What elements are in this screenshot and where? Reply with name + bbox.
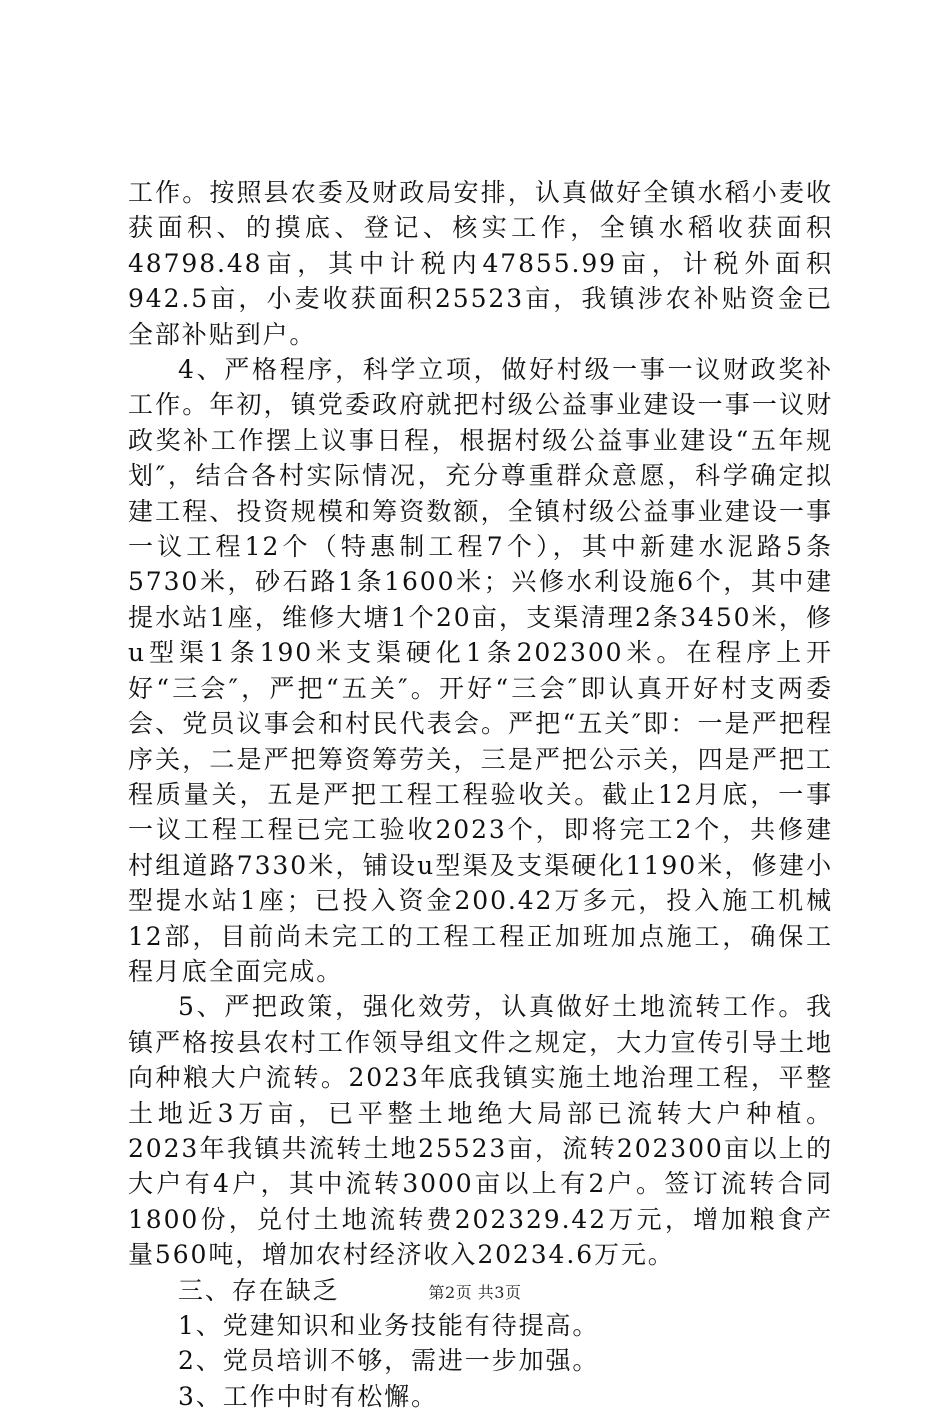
body-text bbox=[128, 175, 833, 1414]
paragraph-continuation: 工作。按照县农委及财政局安排，认真做好全镇水稻小麦收获面积、的摸底、登记、核实工作，全镇水稻收获面积48798.48亩，其中计税内47855.99亩，计税外面积942.5亩，小麦收获面积25523亩，我镇涉农补贴资金已全部补贴到户。 bbox=[128, 178, 833, 349]
paragraph-item-4: 4、严格程序，科学立项，做好村级一事一议财政奖补工作。年初，镇党委政府就把村级公益事业建设一事一议财政奖补工作摆上议事日程，根据村级公益事业建设“五年规划″，结合各村实际情况，充分尊重群众意愿，科学确定拟建工程、投资规模和筹资数额，全镇村级公益事业建设一事一议工程12个（特惠制工程7个），其中新建水泥路5条5730米，砂石路1条1600米；兴修水利设施6个，其中建提水站1座，维修大塘1个20亩，支渠清理2条3450米，修u型渠1条190米支渠硬化1条202300米。在程序上开好“三会″，严把“五关″。开好“三会″即认真开好村支两委会、党员议事会和村民代表会。严把“五关″即：一是严把程序关，二是严把筹资筹劳关，三是严把公示关，四是严把工程质量关，五是严把工程工程验收关。截止12月底，一事一议工程工程已完工验收2023个，即将完工2个，共修建村组道路7330米，铺设u型渠及支渠硬化1190米，修建小型提水站1座；已投入资金200.42万多元，投入施工机械12部，目前尚未完工的工程工程正加班加点施工，确保工程月底全面完成。 bbox=[128, 355, 833, 986]
paragraph-item-5: 5、严把政策，强化效劳，认真做好土地流转工作。我镇严格按县农村工作领导组文件之规定，大力宣传引导土地向种粮大户流转。2023年底我镇实施土地治理工程，平整土地近3万亩，已平整土地绝大局部已流转大户种植。2023年我镇共流转土地25523亩，流转202300亩以上的大户有4户，其中流转3000亩以上有2户。签订流转合同1800份，兑付土地流转费202329.42万元，增加粮食产量560吨，增加农村经济收入20234.6万元。 bbox=[128, 992, 833, 1270]
section-heading-shortcomings: 三、存在缺乏 bbox=[178, 1275, 340, 1305]
list-item-3: 3、工作中时有松懈。 bbox=[178, 1381, 438, 1411]
list-item-2: 2、党员培训不够，需进一步加强。 bbox=[178, 1346, 600, 1376]
page-number-footer: 第2页 共3页 bbox=[428, 1283, 522, 1302]
list-item-1: 1、党建知识和业务技能有待提高。 bbox=[178, 1311, 600, 1340]
